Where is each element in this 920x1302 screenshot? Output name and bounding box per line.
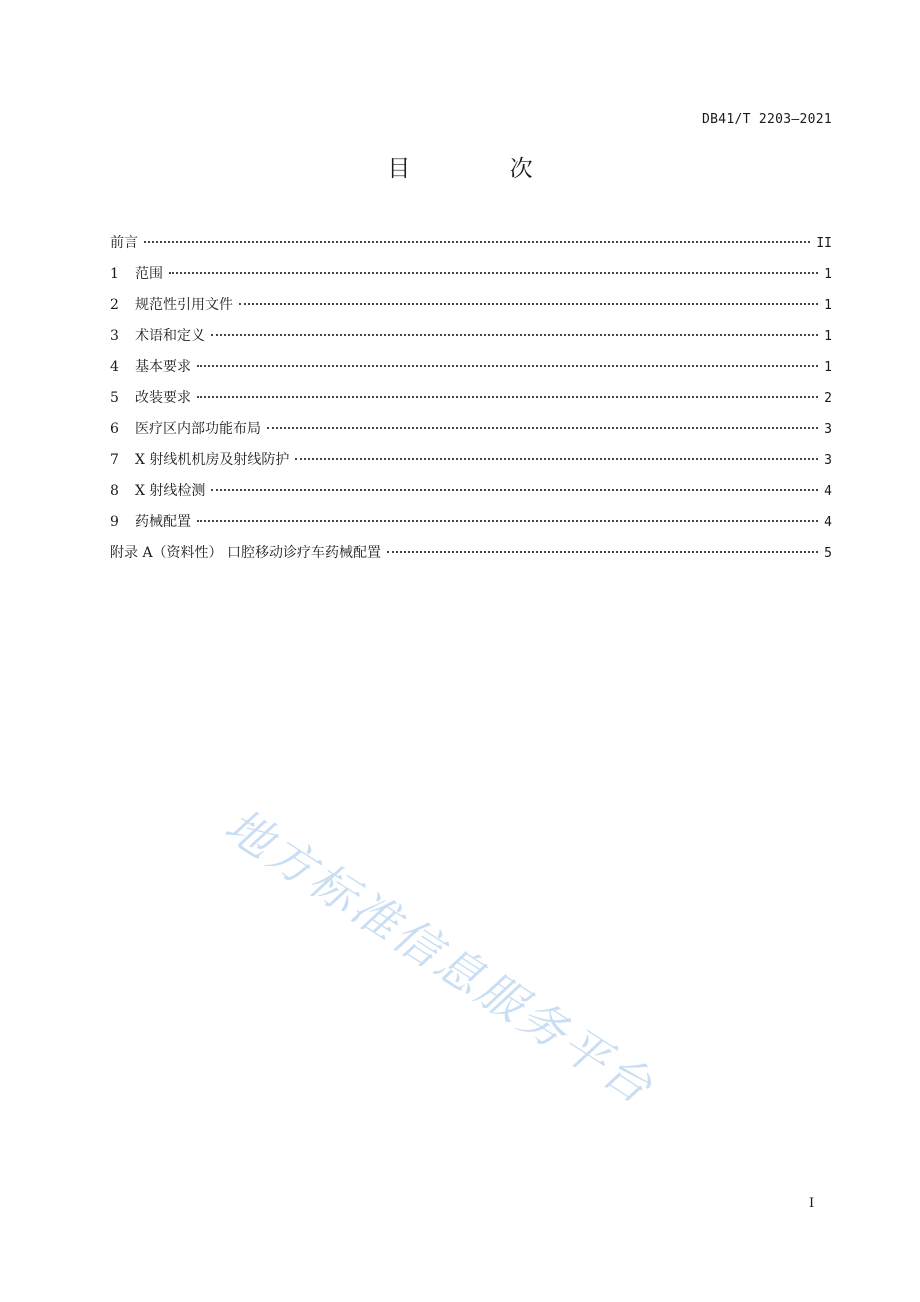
toc-entry-page: 1 <box>824 267 832 282</box>
toc-entry-text: 改装要求 <box>135 390 191 406</box>
toc-entry-text: 医疗区内部功能布局 <box>135 421 261 437</box>
toc-entry-page: 1 <box>824 360 832 375</box>
toc-leader-dots <box>211 334 818 336</box>
toc-leader-dots <box>197 365 818 367</box>
toc-leader-dots <box>197 520 818 522</box>
toc-entry-text: X 射线机机房及射线防护 <box>135 452 290 468</box>
toc-entry-text: 术语和定义 <box>135 328 205 344</box>
toc-entry-number: 3 <box>110 328 119 344</box>
toc-entry-number: 7 <box>110 452 119 468</box>
toc-leader-dots <box>169 272 818 274</box>
toc-entry-4[interactable] <box>110 356 832 387</box>
toc-entry-number: 1 <box>110 266 119 282</box>
toc-entry-page: 1 <box>824 298 832 313</box>
toc-entry-appendix-a[interactable] <box>110 542 832 573</box>
watermark: 地方标准信息服务平台 <box>215 797 665 1116</box>
toc-entry-text: 规范性引用文件 <box>135 297 233 313</box>
table-of-contents <box>110 232 832 573</box>
toc-entry-1[interactable] <box>110 263 832 294</box>
toc-entry-8[interactable] <box>110 480 832 511</box>
page-title: 目 次 <box>387 156 579 182</box>
toc-entry-6[interactable] <box>110 418 832 449</box>
toc-entry-text: 基本要求 <box>135 359 191 375</box>
toc-entry-page: 4 <box>824 484 832 499</box>
toc-entry-text: 范围 <box>135 266 163 282</box>
toc-entry-page: 4 <box>824 515 832 530</box>
standard-code: DB41/T 2203—2021 <box>701 112 832 127</box>
toc-entry-page: 3 <box>824 422 832 437</box>
toc-entry-number: 8 <box>110 483 119 499</box>
page-number: I <box>809 1196 815 1211</box>
toc-leader-dots <box>295 458 818 460</box>
toc-leader-dots <box>267 427 818 429</box>
toc-entry-5[interactable] <box>110 387 832 418</box>
toc-entry-text: X 射线检测 <box>135 483 206 499</box>
toc-entry-2[interactable] <box>110 294 832 325</box>
toc-entry-7[interactable] <box>110 449 832 480</box>
toc-leader-dots <box>197 396 818 398</box>
toc-entry-foreword[interactable] <box>110 232 832 263</box>
toc-entry-number: 6 <box>110 421 119 437</box>
toc-entry-page: 1 <box>824 329 832 344</box>
toc-entry-number: 5 <box>110 390 119 406</box>
toc-leader-dots <box>211 489 818 491</box>
toc-leader-dots <box>239 303 818 305</box>
toc-entry-3[interactable] <box>110 325 832 356</box>
toc-entry-page: 2 <box>824 391 832 406</box>
toc-entry-number: 2 <box>110 297 119 313</box>
toc-entry-page: II <box>816 236 832 251</box>
toc-entry-text: 前言 <box>110 235 138 251</box>
toc-leader-dots <box>144 241 810 243</box>
toc-entry-number: 9 <box>110 514 119 530</box>
toc-entry-text: 附录 A（资料性） 口腔移动诊疗车药械配置 <box>110 545 382 561</box>
toc-entry-page: 3 <box>824 453 832 468</box>
toc-entry-text: 药械配置 <box>135 514 191 530</box>
toc-entry-9[interactable] <box>110 511 832 542</box>
toc-leader-dots <box>387 551 818 553</box>
toc-entry-number: 4 <box>110 359 119 375</box>
toc-entry-page: 5 <box>824 546 832 561</box>
